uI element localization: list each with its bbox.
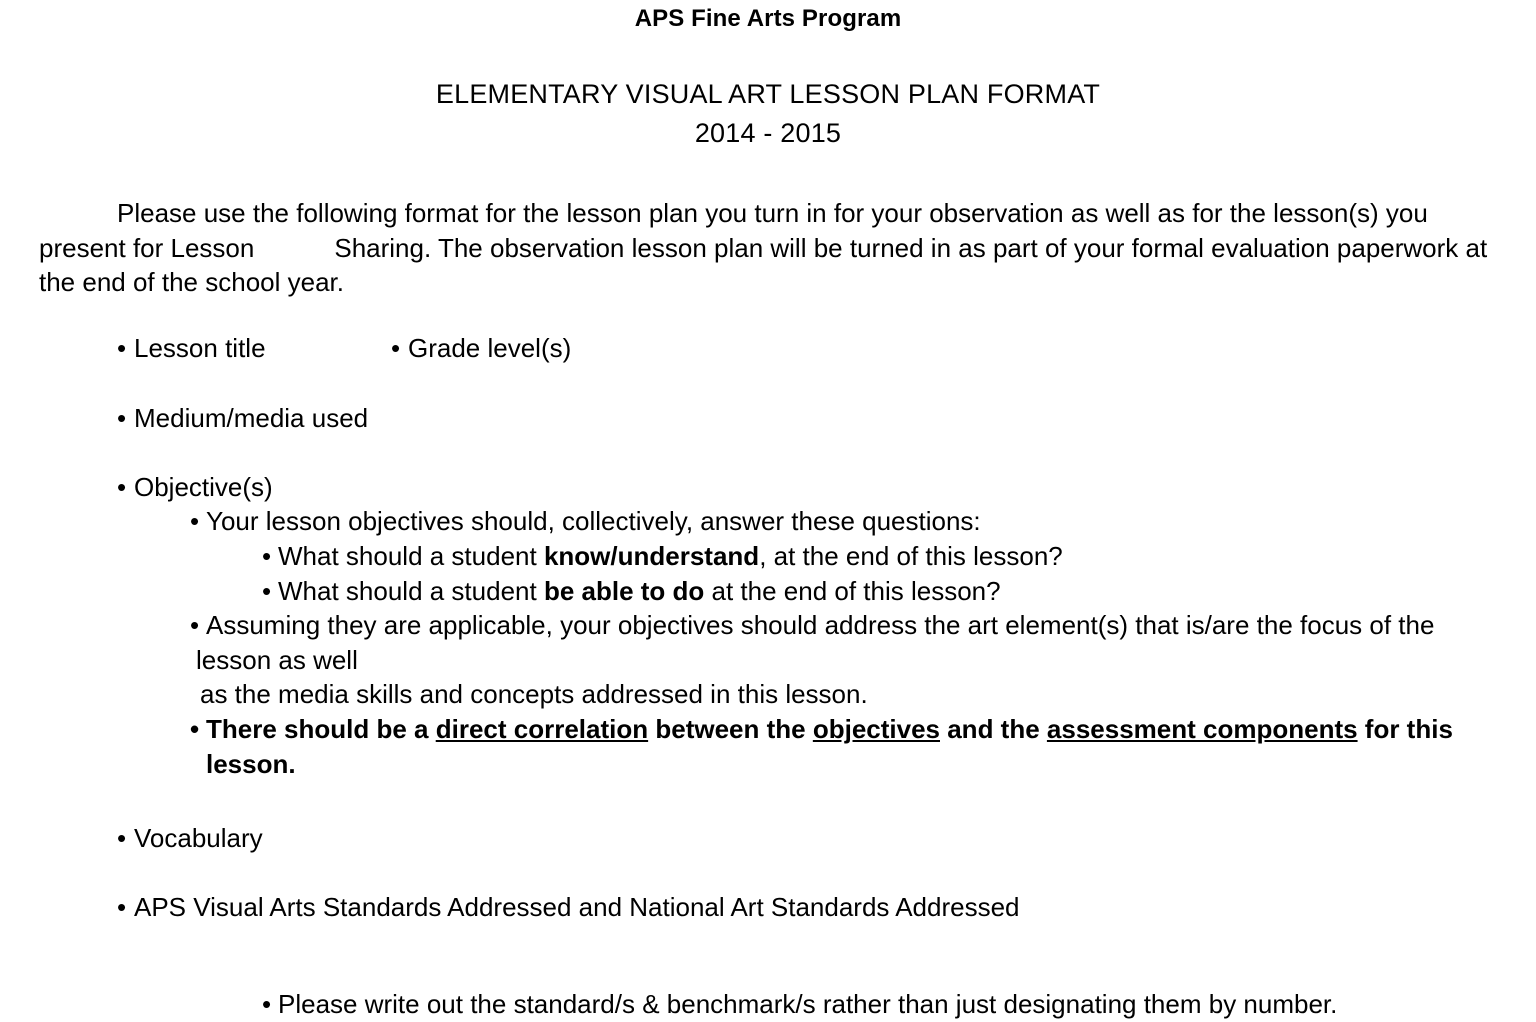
question2-prefix: What should a student [278, 575, 544, 606]
document-header [0, 0, 1536, 147]
bullet-standards-note: • Please write out the standard/s & benchmark/s rather than just designating them by number. [0, 987, 1536, 1022]
bullet-lesson-title: • Lesson title [0, 331, 1536, 366]
bullet-question-able-to-do [0, 574, 1536, 609]
question2-suffix: at the end of this lesson? [704, 575, 1001, 606]
bullet-assuming-applicable: • Assuming they are applicable, your objectives should address the art element(s) that is/are the focus of the [0, 608, 1536, 643]
bullet-vocabulary: • Vocabulary [0, 821, 1536, 856]
correlation-term-direct-correlation: direct correlation [435, 713, 649, 744]
spacer [0, 436, 1536, 470]
assuming-media-skills-line: as the media skills and concepts addressed in this lesson. [200, 679, 868, 710]
outline-row-title-grade [0, 331, 1536, 366]
correlation-suffix: for this lesson. [206, 713, 1453, 779]
program-title: APS Fine Arts Program [634, 5, 902, 32]
bullet-standards-addressed: • APS Visual Arts Standards Addressed and National Art Standards Addressed [0, 890, 1536, 925]
question2-emphasis: be able to do [543, 575, 705, 606]
lesson-plan-outline [0, 331, 1536, 1022]
correlation-term-assessment-components: assessment components [1046, 713, 1358, 744]
bullet-question-know-understand [0, 539, 1536, 574]
question1-prefix: What should a student [278, 541, 544, 572]
intro-paragraph [0, 196, 1536, 300]
correlation-mid-1: between the [648, 713, 813, 744]
bullet-direct-correlation [0, 712, 1536, 781]
document-title: ELEMENTARY VISUAL ART LESSON PLAN FORMAT [435, 79, 1101, 109]
correlation-prefix: There should be a [206, 713, 436, 744]
bullet-objectives: • Objective(s) [0, 470, 1536, 505]
question1-suffix: , at the end of this lesson? [759, 541, 1063, 572]
spacer [0, 781, 1536, 821]
assuming-continuation-line: lesson as well [196, 644, 358, 675]
spacer [0, 365, 1536, 401]
school-year-subtitle: 2014 - 2015 [694, 118, 842, 148]
intro-text-part2: Sharing. The observation lesson plan will be turned in as part of your formal evaluation paperwork at the end of the school year. [39, 232, 1488, 298]
correlation-term-objectives: objectives [812, 713, 940, 744]
intro-text-part1: Please use the following format for the lesson plan you turn in for your observation as well as for the lesson(s) you present for Lesson [39, 198, 1428, 263]
bullet-grade-levels: • Grade level(s) [408, 331, 571, 366]
bullet-medium-media: • Medium/media used [0, 401, 1536, 436]
spacer [0, 856, 1536, 890]
bullet-objectives-intro: • Your lesson objectives should, collectively, answer these questions: [0, 504, 1536, 539]
spacer [0, 924, 1536, 987]
question1-emphasis: know/understand [543, 541, 760, 572]
correlation-mid-2: and the [940, 713, 1047, 744]
